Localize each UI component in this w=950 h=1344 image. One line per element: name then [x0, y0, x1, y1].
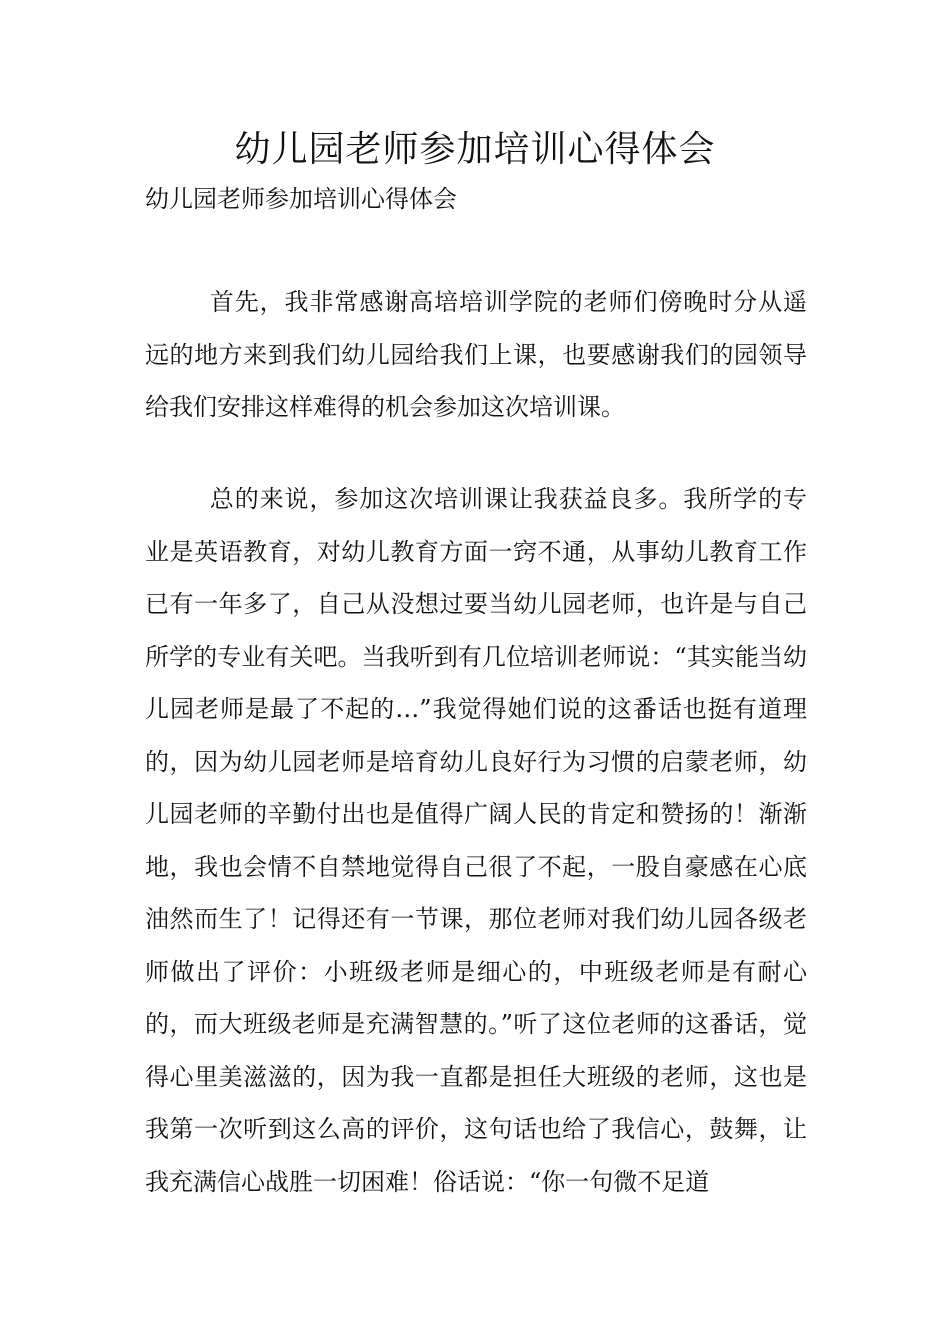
paragraph-2: 总的来说，参加这次培训课让我获益良多。我所学的专业是英语教育，对幼儿教育方面一窍不通，从事幼儿教育工作已有一年多了，自己从没想过要当幼儿园老师，也许是与自己所学的专业有关吧。当我听到有几位培训老师说：“其实能当幼儿园老师是最了不起的…”我觉得她们说的这番话也挺有道理的，因为幼儿园老师是培育幼儿良好行为习惯的启蒙老师，幼儿园老师的辛勤付出也是值得广阔人民的肯定和赞扬的！渐渐地，我也会情不自禁地觉得自己很了不起，一股自豪感在心底油然而生了！记得还有一节课，那位老师对我们幼儿园各级老师做出了评价：小班级老师是细心的，中班级老师是有耐心的，而大班级老师是充满智慧的。”听了这位老师的这番话，觉得心里美滋滋的，因为我一直都是担任大班级的老师，这也是我第一次听到这么高的评价，这句话也给了我信心，鼓舞，让我充满信心战胜一切困难！俗话说：“你一句微不足道 [145, 485, 807, 1196]
paragraph-1: 首先，我非常感谢高培培训学院的老师们傍晚时分从遥远的地方来到我们幼儿园给我们上课，也要感谢我们的园领导给我们安排这样难得的机会参加这次培训课。 [145, 288, 807, 421]
document-title: 幼儿园老师参加培训心得体会 [234, 129, 716, 170]
document-subtitle: 幼儿园老师参加培训心得体会 [145, 185, 457, 213]
